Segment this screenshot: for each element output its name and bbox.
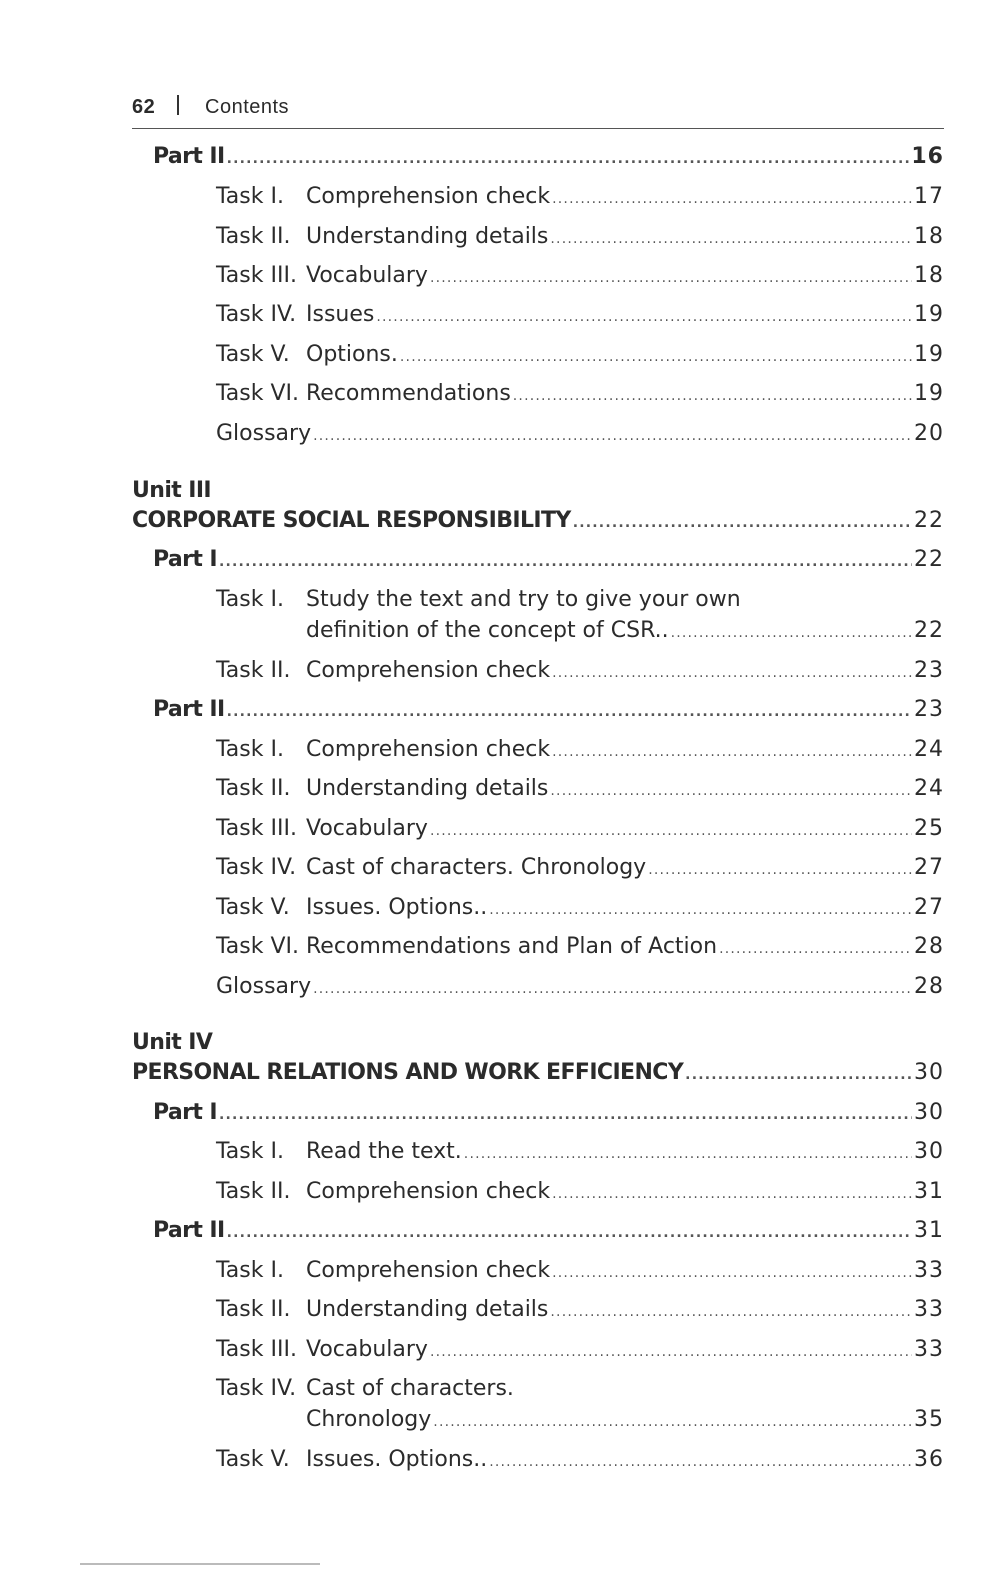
toc-task[interactable]: Recommendations ..... 19 — [306, 377, 944, 411]
toc-task[interactable]: Issues. Options.. ..... 36 — [306, 1443, 944, 1477]
toc-task-label: Task II. — [216, 776, 291, 801]
toc-task-label: Task II. — [216, 1179, 291, 1204]
toc-part[interactable]: Part I ..... 22 — [153, 543, 944, 577]
toc-task[interactable]: Vocabulary ..... 18 — [306, 259, 944, 293]
toc-task[interactable]: Chronology ..... 35 — [306, 1403, 944, 1437]
toc-task[interactable]: Understanding details ..... 18 — [306, 220, 944, 254]
toc-task-title-line: Cast of characters. — [306, 1376, 514, 1401]
toc-task-label: Task V. — [216, 1447, 290, 1472]
toc-task-label: Task I. — [216, 1258, 284, 1283]
toc-task-label: Task V. — [216, 342, 290, 367]
toc-task-label: Task II. — [216, 1297, 291, 1322]
toc-unit-label: Unit IV — [132, 1030, 213, 1055]
toc-task-label: Task II. — [216, 224, 291, 249]
toc-task[interactable]: Understanding details ..... 33 — [306, 1293, 944, 1327]
toc-task-label: Task VI. — [216, 381, 300, 406]
toc-unit-title[interactable]: PERSONAL RELATIONS AND WORK EFFICIENCY ..... 30 — [132, 1056, 944, 1090]
bottom-divider — [80, 1563, 320, 1565]
toc-task[interactable]: Comprehension check ..... 33 — [306, 1254, 944, 1288]
header-divider — [177, 95, 179, 115]
toc-task[interactable]: Comprehension check ..... 31 — [306, 1175, 944, 1209]
toc-part[interactable]: Part II ..... 31 — [153, 1214, 944, 1248]
page-number: 62 — [132, 96, 156, 118]
toc-task-label: Task V. — [216, 895, 290, 920]
toc-task[interactable]: Comprehension check ..... 17 — [306, 180, 944, 214]
toc-task-label: Task I. — [216, 184, 284, 209]
toc-task-label: Task III. — [216, 816, 297, 841]
toc-glossary[interactable]: Glossary ..... 20 — [216, 417, 944, 451]
page-header — [132, 92, 944, 129]
toc-task-label: Task III. — [216, 263, 297, 288]
toc-task[interactable]: definition of the concept of CSR.. ..... 22 — [306, 614, 944, 648]
toc-unit-title[interactable]: CORPORATE SOCIAL RESPONSIBILITY ..... 22 — [132, 504, 944, 538]
toc-task[interactable]: Comprehension check ..... 23 — [306, 654, 944, 688]
toc-task-label: Task VI. — [216, 934, 300, 959]
toc-task-label: Task IV. — [216, 302, 297, 327]
toc-task-label: Task II. — [216, 658, 291, 683]
toc-part[interactable]: Part II ..... 16 — [153, 140, 944, 174]
toc-task[interactable]: Comprehension check ..... 24 — [306, 733, 944, 767]
section-title: Contents — [205, 96, 290, 118]
toc-task[interactable]: Cast of characters. Chronology ..... 27 — [306, 851, 944, 885]
toc-task-label: Task I. — [216, 737, 284, 762]
toc-task-label: Task IV. — [216, 855, 297, 880]
toc-task-title-line: Study the text and try to give your own — [306, 587, 741, 612]
toc-task-label: Task III. — [216, 1337, 297, 1362]
toc-task[interactable]: Understanding details ..... 24 — [306, 772, 944, 806]
toc-task[interactable]: Vocabulary ..... 33 — [306, 1333, 944, 1367]
toc-task-label: Task IV. — [216, 1376, 297, 1401]
toc-task[interactable]: Options. ..... 19 — [306, 338, 944, 372]
toc-task[interactable]: Issues. Options.. ..... 27 — [306, 891, 944, 925]
toc-unit-label: Unit III — [132, 478, 211, 503]
toc-task[interactable]: Issues ..... 19 — [306, 298, 944, 332]
toc-task[interactable]: Recommendations and Plan of Action ..... 28 — [306, 930, 944, 964]
toc-part[interactable]: Part II ..... 23 — [153, 693, 944, 727]
toc-part[interactable]: Part I ..... 30 — [153, 1096, 944, 1130]
toc-task-label: Task I. — [216, 587, 284, 612]
toc-task-label: Task I. — [216, 1139, 284, 1164]
toc-glossary[interactable]: Glossary ..... 28 — [216, 970, 944, 1004]
toc-task[interactable]: Read the text. ..... 30 — [306, 1135, 944, 1169]
toc-task[interactable]: Vocabulary ..... 25 — [306, 812, 944, 846]
